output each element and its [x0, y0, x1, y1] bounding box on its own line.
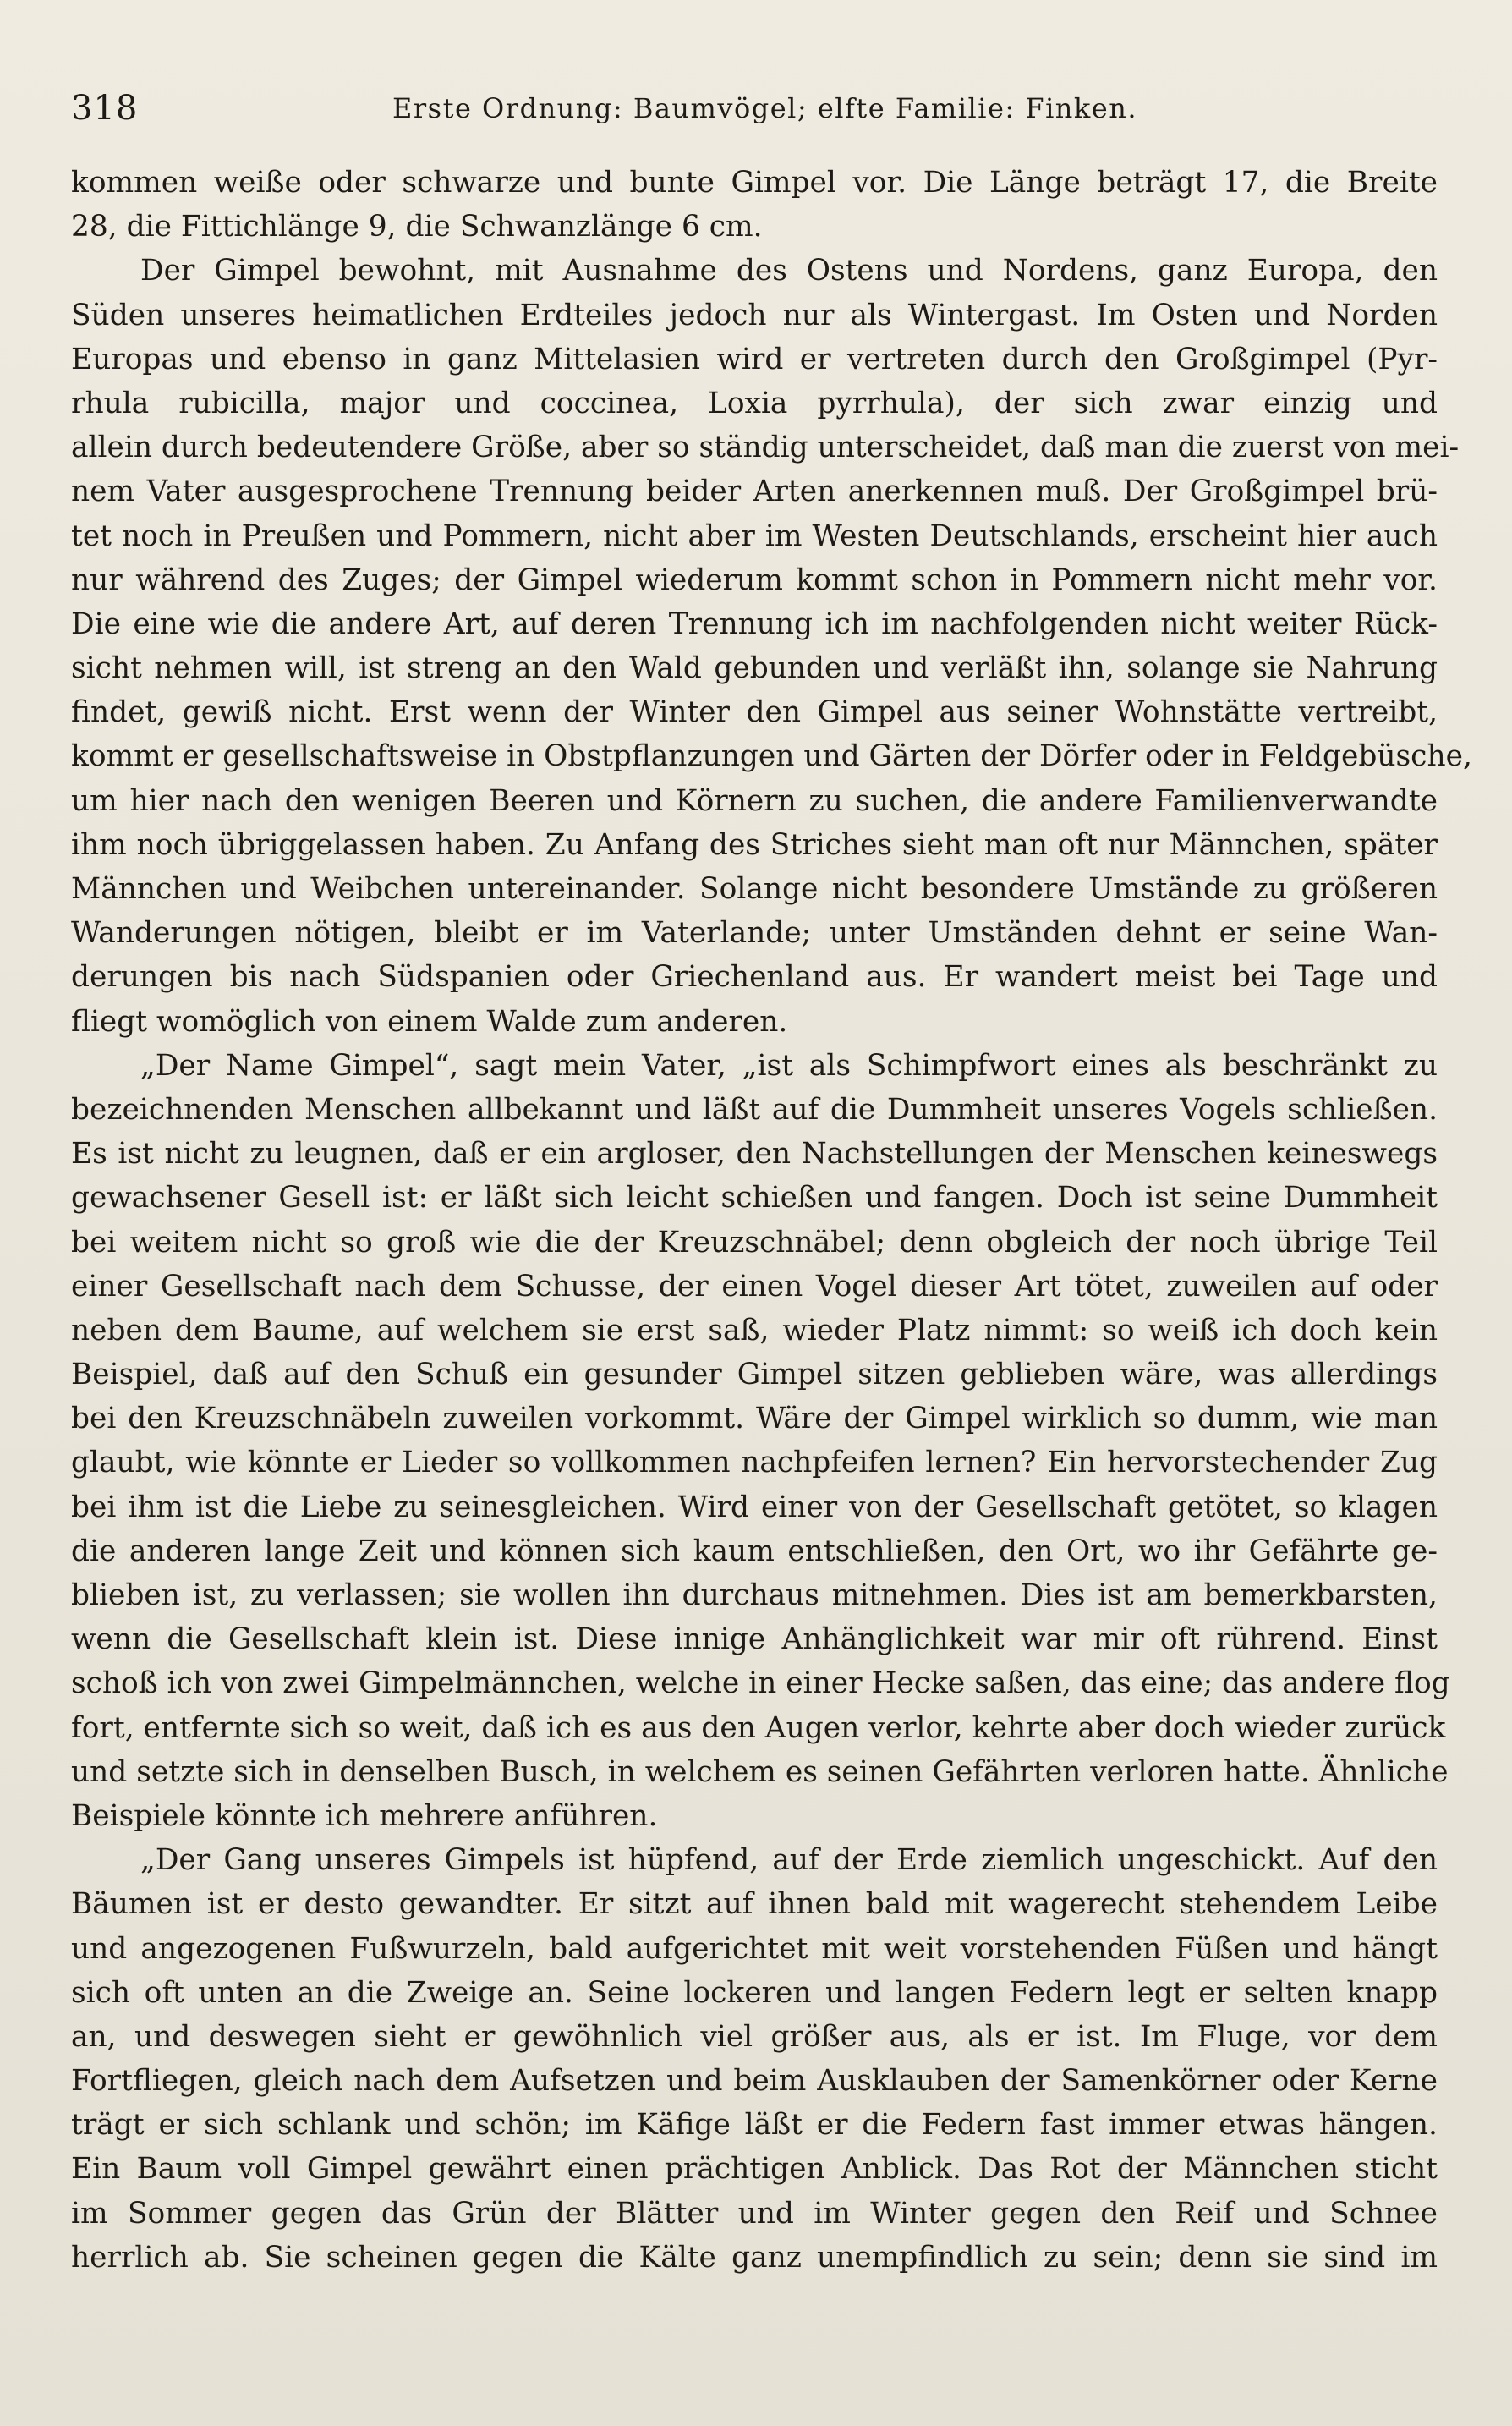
text-line: und angezogenen Fußwurzeln, bald aufgerichtet mit weit vorstehenden Füßen und hängt — [71, 1931, 1438, 1966]
text-line: bezeichnenden Menschen allbekannt und läßt auf die Dummheit unseres Vogels schließen. — [71, 1092, 1438, 1127]
text-line: gewachsener Gesell ist: er läßt sich leicht schießen und fangen. Doch ist seine Dummheit — [71, 1181, 1438, 1216]
text-line: kommen weiße oder schwarze und bunte Gimpel vor. Die Länge beträgt 17, die Breite — [71, 166, 1438, 200]
page-header — [71, 89, 1441, 140]
text-line: einer Gesellschaft nach dem Schusse, der einen Vogel dieser Art tötet, zuweilen auf oder — [71, 1269, 1438, 1304]
text-line: findet, gewiß nicht. Erst wenn der Winter den Gimpel aus seiner Wohnstätte vertreibt, — [71, 695, 1438, 730]
body-text — [71, 161, 1472, 2280]
text-line: Süden unseres heimatlichen Erdteiles jedoch nur als Wintergast. Im Osten und Norden — [71, 298, 1438, 332]
text-line: Bäumen ist er desto gewandter. Er sitzt auf ihnen bald mit wagerecht stehendem Leibe — [71, 1887, 1438, 1922]
text-line: herrlich ab. Sie scheinen gegen die Kälte ganz unempfindlich zu sein; denn sie sind im — [71, 2240, 1438, 2275]
text-line: Beispiele könnte ich mehrere anführen. — [71, 1798, 658, 1833]
text-line: Der Gimpel bewohnt, mit Ausnahme des Ostens und Nordens, ganz Europa, den — [140, 254, 1438, 288]
text-line: und setzte sich in denselben Busch, in welchem es seinen Gefährten verloren hatte. Ähnliche — [71, 1754, 1449, 1789]
page-number: 318 — [71, 89, 139, 128]
text-line: an, und deswegen sieht er gewöhnlich viel größer aus, als er ist. Im Fluge, vor dem — [71, 2019, 1438, 2054]
text-line: Die eine wie die andere Art, auf deren Trennung ich im nachfolgenden nicht weiter Rück- — [71, 606, 1438, 641]
text-line: Es ist nicht zu leugnen, daß er ein argloser, den Nachstellungen der Menschen keineswegs — [71, 1137, 1438, 1172]
text-line: 28, die Fittichlänge 9, die Schwanzlänge 6 cm. — [71, 210, 763, 244]
text-line: glaubt, wie könnte er Lieder so vollkommen nachpfeifen lernen? Ein hervorstechender Zug — [71, 1446, 1438, 1480]
text-line: derungen bis nach Südspanien oder Griechenland aus. Er wandert meist bei Tage und — [71, 960, 1438, 995]
text-line: Männchen und Weibchen untereinander. Solange nicht besondere Umstände zu größeren — [71, 872, 1438, 906]
text-line: Ein Baum voll Gimpel gewährt einen prächtigen Anblick. Das Rot der Männchen sticht — [71, 2152, 1438, 2187]
text-line: „Der Gang unseres Gimpels ist hüpfend, auf der Erde ziemlich ungeschickt. Auf den — [140, 1843, 1438, 1878]
text-line: trägt er sich schlank und schön; im Käfige läßt er die Federn fast immer etwas hängen. — [71, 2108, 1438, 2143]
text-line: kommt er gesellschaftsweise in Obstpflanzungen und Gärten der Dörfer oder in Feldgebüsche, — [71, 739, 1472, 774]
text-line: nur während des Zuges; der Gimpel wiederum kommt schon in Pommern nicht mehr vor. — [71, 563, 1438, 597]
text-line: wenn die Gesellschaft klein ist. Diese innige Anhänglichkeit war mir oft rührend. Einst — [71, 1622, 1438, 1657]
text-line: „Der Name Gimpel“, sagt mein Vater, „ist als Schimpfwort eines als beschränkt zu — [140, 1048, 1438, 1083]
text-line: Fortfliegen, gleich nach dem Aufsetzen und beim Ausklauben der Samenkörner oder Kerne — [71, 2064, 1438, 2099]
text-line: allein durch bedeutendere Größe, aber so ständig unterscheidet, daß man die zuerst von mei- — [71, 431, 1460, 465]
text-line: ihm noch übriggelassen haben. Zu Anfang des Striches sieht man oft nur Männchen, später — [71, 827, 1438, 862]
text-line: neben dem Baume, auf welchem sie erst saß, wieder Platz nimmt: so weiß ich doch kein — [71, 1313, 1438, 1347]
running-title: Erste Ordnung: Baumvögel; elfte Familie: Finken. — [392, 92, 1138, 124]
text-line: bei weitem nicht so groß wie die der Kreuzschnäbel; denn obgleich der noch übrige Teil — [71, 1225, 1438, 1260]
text-line: bei ihm ist die Liebe zu seinesgleichen. Wird einer von der Gesellschaft getötet, so klagen — [71, 1490, 1438, 1524]
text-line: schoß ich von zwei Gimpelmännchen, welche in einer Hecke saßen, das eine; das andere flog — [71, 1666, 1450, 1701]
text-line: bei den Kreuzschnäbeln zuweilen vorkommt. Wäre der Gimpel wirklich so dumm, wie man — [71, 1402, 1438, 1436]
text-line: sich oft unten an die Zweige an. Seine lockeren und langen Federn legt er selten knapp — [71, 1975, 1438, 2010]
text-line: die anderen lange Zeit und können sich kaum entschließen, den Ort, wo ihr Gefährte ge- — [71, 1534, 1438, 1568]
text-line: fort, entfernte sich so weit, daß ich es aus den Augen verlor, kehrte aber doch wieder zurück — [71, 1710, 1446, 1745]
text-line: nem Vater ausgesprochene Trennung beider Arten anerkennen muß. Der Großgimpel brü- — [71, 475, 1438, 509]
text-line: Wanderungen nötigen, bleibt er im Vaterlande; unter Umständen dehnt er seine Wan- — [71, 916, 1438, 951]
text-line: blieben ist, zu verlassen; sie wollen ihn durchaus mitnehmen. Dies ist am bemerkbarsten, — [71, 1578, 1438, 1612]
text-line: tet noch in Preußen und Pommern, nicht aber im Westen Deutschlands, erscheint hier auch — [71, 519, 1438, 553]
text-line: um hier nach den wenigen Beeren und Körnern zu suchen, die andere Familienverwandte — [71, 783, 1438, 818]
text-line: rhula rubicilla, major und coccinea, Loxia pyrrhula), der sich zwar einzig und — [71, 386, 1438, 420]
text-line: Europas und ebenso in ganz Mittelasien wird er vertreten durch den Großgimpel (Pyr- — [71, 342, 1438, 376]
text-line: sicht nehmen will, ist streng an den Wald gebunden und verläßt ihn, solange sie Nahrung — [71, 651, 1438, 686]
text-line: fliegt womöglich von einem Walde zum anderen. — [71, 1004, 788, 1039]
text-line: im Sommer gegen das Grün der Blätter und im Winter gegen den Reif und Schnee — [71, 2196, 1438, 2231]
text-line: Beispiel, daß auf den Schuß ein gesunder Gimpel sitzen geblieben wäre, was allerdings — [71, 1358, 1438, 1392]
